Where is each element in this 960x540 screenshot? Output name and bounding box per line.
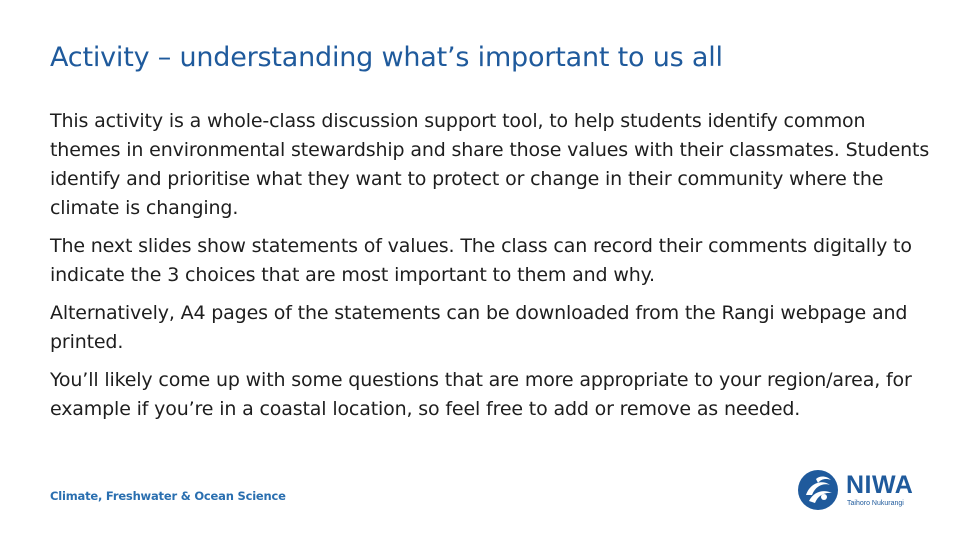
slide-title: Activity – understanding what’s important to us all <box>50 42 723 73</box>
slide-body <box>50 107 930 433</box>
paragraph-next-slides: The next slides show statements of values. The class can record their comments digitally to indicate the 3 choices that are most important to them and why. <box>50 235 912 286</box>
logo-wordmark: NIWA <box>846 471 914 499</box>
paragraph-intro: This activity is a whole-class discussion support tool, to help students identify common themes in environmental stewardship and share those values with their classmates. Students identify and prioritise what they want to protect or change in their community where the climate is changing. <box>50 110 930 219</box>
niwa-logo <box>796 465 926 515</box>
logo-subtitle: Taihoro Nukurangi <box>847 500 904 507</box>
footer-tagline: Climate, Freshwater & Ocean Science <box>50 489 286 503</box>
niwa-swirl-icon <box>796 465 846 515</box>
paragraph-questions: You’ll likely come up with some questions that are more appropriate to your region/area, for example if you’re in a coastal location, so feel free to add or remove as needed. <box>50 369 912 420</box>
paragraph-alternative: Alternatively, A4 pages of the statements can be downloaded from the Rangi webpage and printed. <box>50 302 908 353</box>
